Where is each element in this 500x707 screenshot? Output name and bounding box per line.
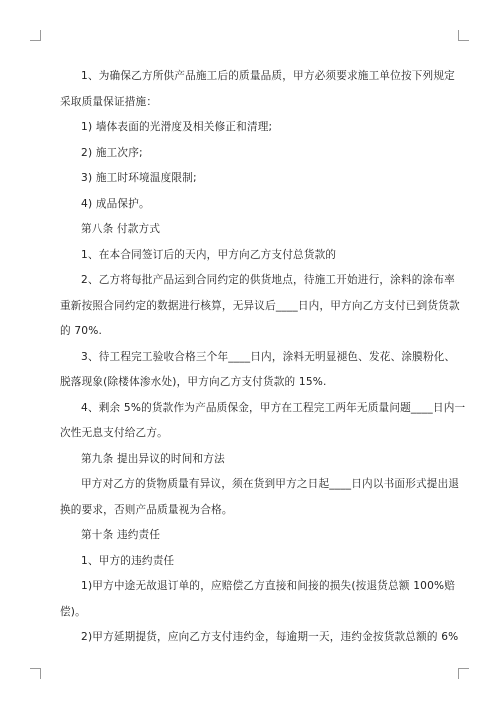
crop-mark-top-right (458, 30, 469, 41)
subsection-heading: 1、甲方的违约责任 (81, 554, 175, 567)
paragraph-line: 偿)。 (60, 605, 86, 618)
section-heading: 第九条 提出异议的时间和方法 (81, 452, 225, 465)
crop-mark-bottom-right (458, 668, 469, 679)
paragraph-line: 1)甲方中途无故退订单的，应赔偿乙方直接和间接的损失(按退货总额 100%赔 (81, 580, 456, 592)
paragraph-line: 采取质量保证措施： (60, 95, 158, 108)
list-item: 1) 墙体表面的光滑度及相关修正和清理; (81, 121, 273, 133)
paragraph-line: 4、剩余 5%的货款作为产品质保金，甲方在工程完工两年无质量问题____日内一 (81, 401, 466, 414)
list-item: 3) 施工时环境温度限制; (81, 172, 197, 184)
section-heading: 第十条 违约责任 (81, 529, 161, 541)
list-item: 2) 施工次序; (81, 146, 143, 159)
paragraph-line: 1、在本合同签订后的天内，甲方向乙方支付总货款的 (81, 248, 337, 261)
paragraph-line: 次性无息支付给乙方。 (60, 427, 168, 439)
paragraph-line: 重新按照合同约定的数据进行核算，无异议后____日内，甲方向乙方支付已到货货款 (60, 299, 460, 312)
paragraph-line: 2)甲方延期提货，应向乙方支付违约金，每逾期一天，违约金按货款总额的 6% (81, 631, 459, 643)
paragraph-line: 换的要求，否则产品质量视为合格。 (60, 503, 233, 516)
crop-mark-bottom-left (30, 668, 41, 679)
document-body (60, 64, 466, 651)
paragraph-line: 3、待工程完工验收合格三个年____日内，涂料无明显褪色、发花、涂膜粉化、 (81, 350, 456, 363)
paragraph-line: 脱落现象(除楼体渗水处)，甲方向乙方支付货款的 15%. (60, 376, 327, 388)
paragraph-line: 甲方对乙方的货物质量有异议，须在货到甲方之日起____日内以书面形式提出退 (81, 478, 460, 490)
paragraph-line: 1、为确保乙方所供产品施工后的质量品质，甲方必须要求施工单位按下列规定 (81, 70, 455, 82)
crop-mark-top-left (30, 30, 41, 41)
paragraph-line: 2、乙方将每批产品运到合同约定的供货地点，待施工开始进行，涂料的涂布率 (81, 274, 455, 286)
paragraph-line: 的 70%. (60, 325, 103, 337)
section-heading: 第八条 付款方式 (81, 223, 161, 235)
list-item: 4) 成品保护。 (81, 197, 150, 210)
